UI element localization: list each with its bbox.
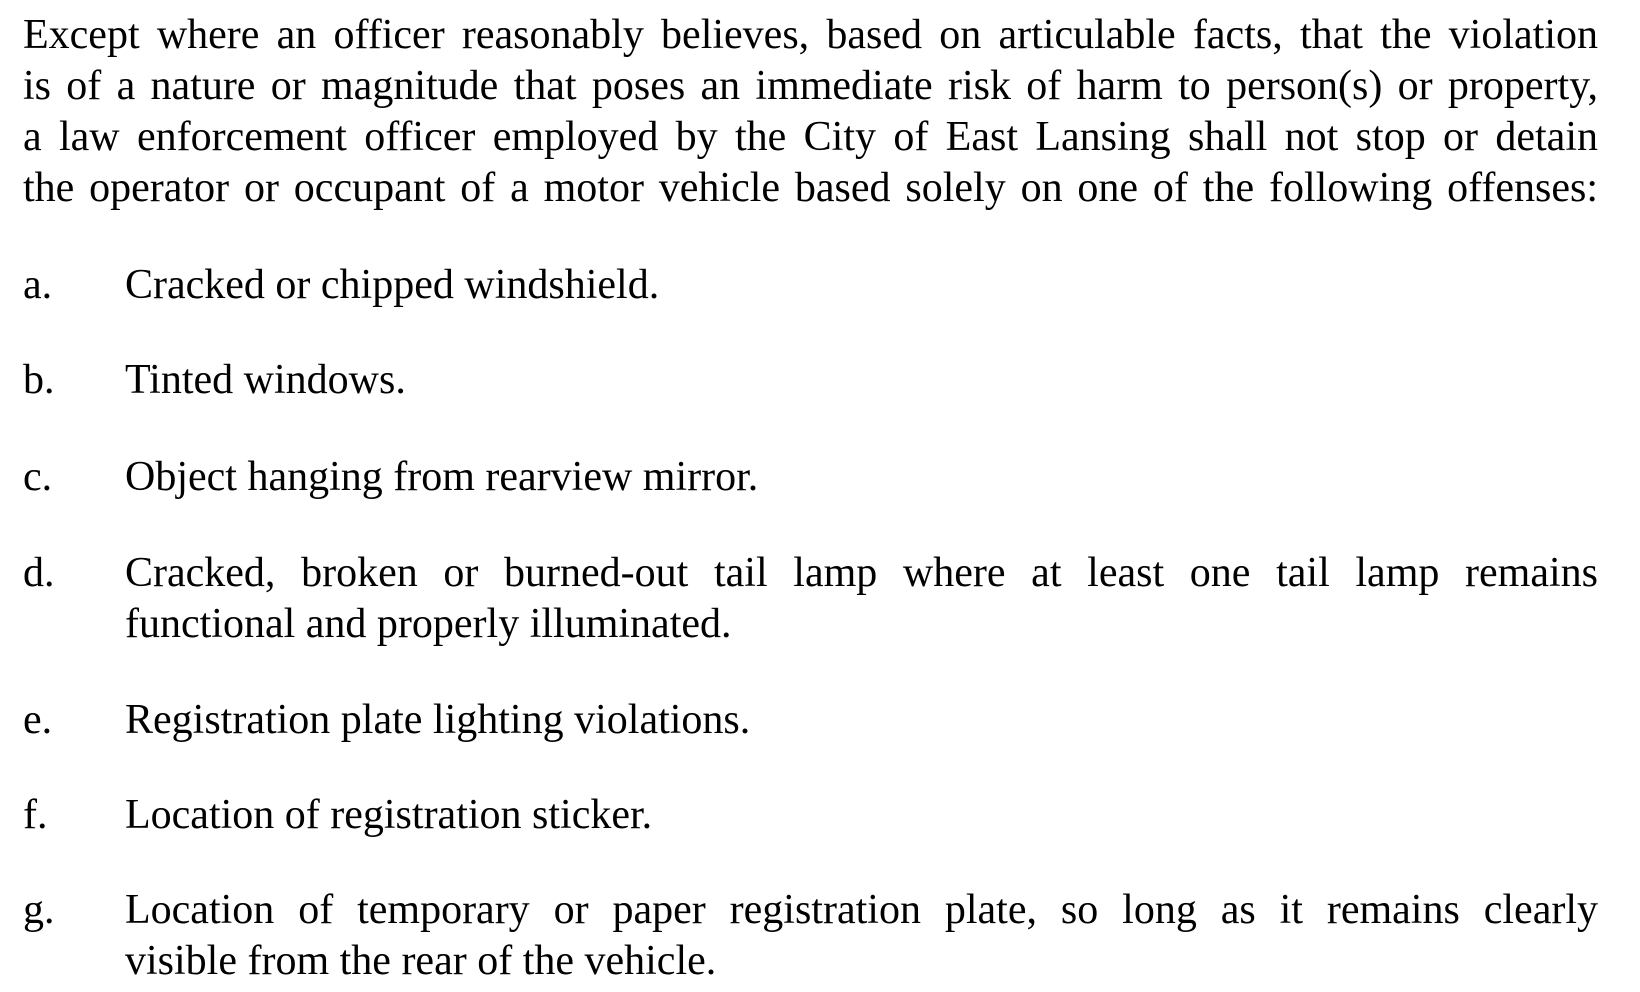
item-label: e. — [23, 697, 53, 743]
item-text: Registration plate lighting violations. — [125, 697, 751, 743]
intro-line: the operator or occupant of a motor vehicle based solely on one of the following offenses: — [23, 165, 1598, 211]
item-label: g. — [23, 887, 55, 933]
item-text: functional and properly illuminated. — [125, 601, 732, 647]
intro-line: a law enforcement officer employed by the City of East Lansing shall not stop or detain — [23, 114, 1598, 160]
item-text: Tinted windows. — [125, 357, 406, 403]
item-label: b. — [23, 357, 55, 403]
intro-paragraph — [23, 10, 1598, 214]
item-text: Object hanging from rearview mirror. — [125, 454, 759, 500]
item-text: visible from the rear of the vehicle. — [125, 938, 717, 984]
item-label: c. — [23, 454, 53, 500]
item-text: Location of temporary or paper registration plate, so long as it remains clearly — [125, 887, 1598, 933]
intro-line: is of a nature or magnitude that poses an immediate risk of harm to person(s) or property, — [23, 63, 1598, 109]
intro-line: Except where an officer reasonably believes, based on articulable facts, that the violation — [23, 12, 1598, 58]
item-text: Location of registration sticker. — [125, 792, 653, 838]
item-label: d. — [23, 550, 55, 596]
item-label: f. — [23, 792, 48, 838]
item-label: a. — [23, 262, 53, 308]
item-text: Cracked or chipped windshield. — [125, 262, 660, 308]
item-text: Cracked, broken or burned-out tail lamp where at least one tail lamp remains — [125, 550, 1598, 596]
